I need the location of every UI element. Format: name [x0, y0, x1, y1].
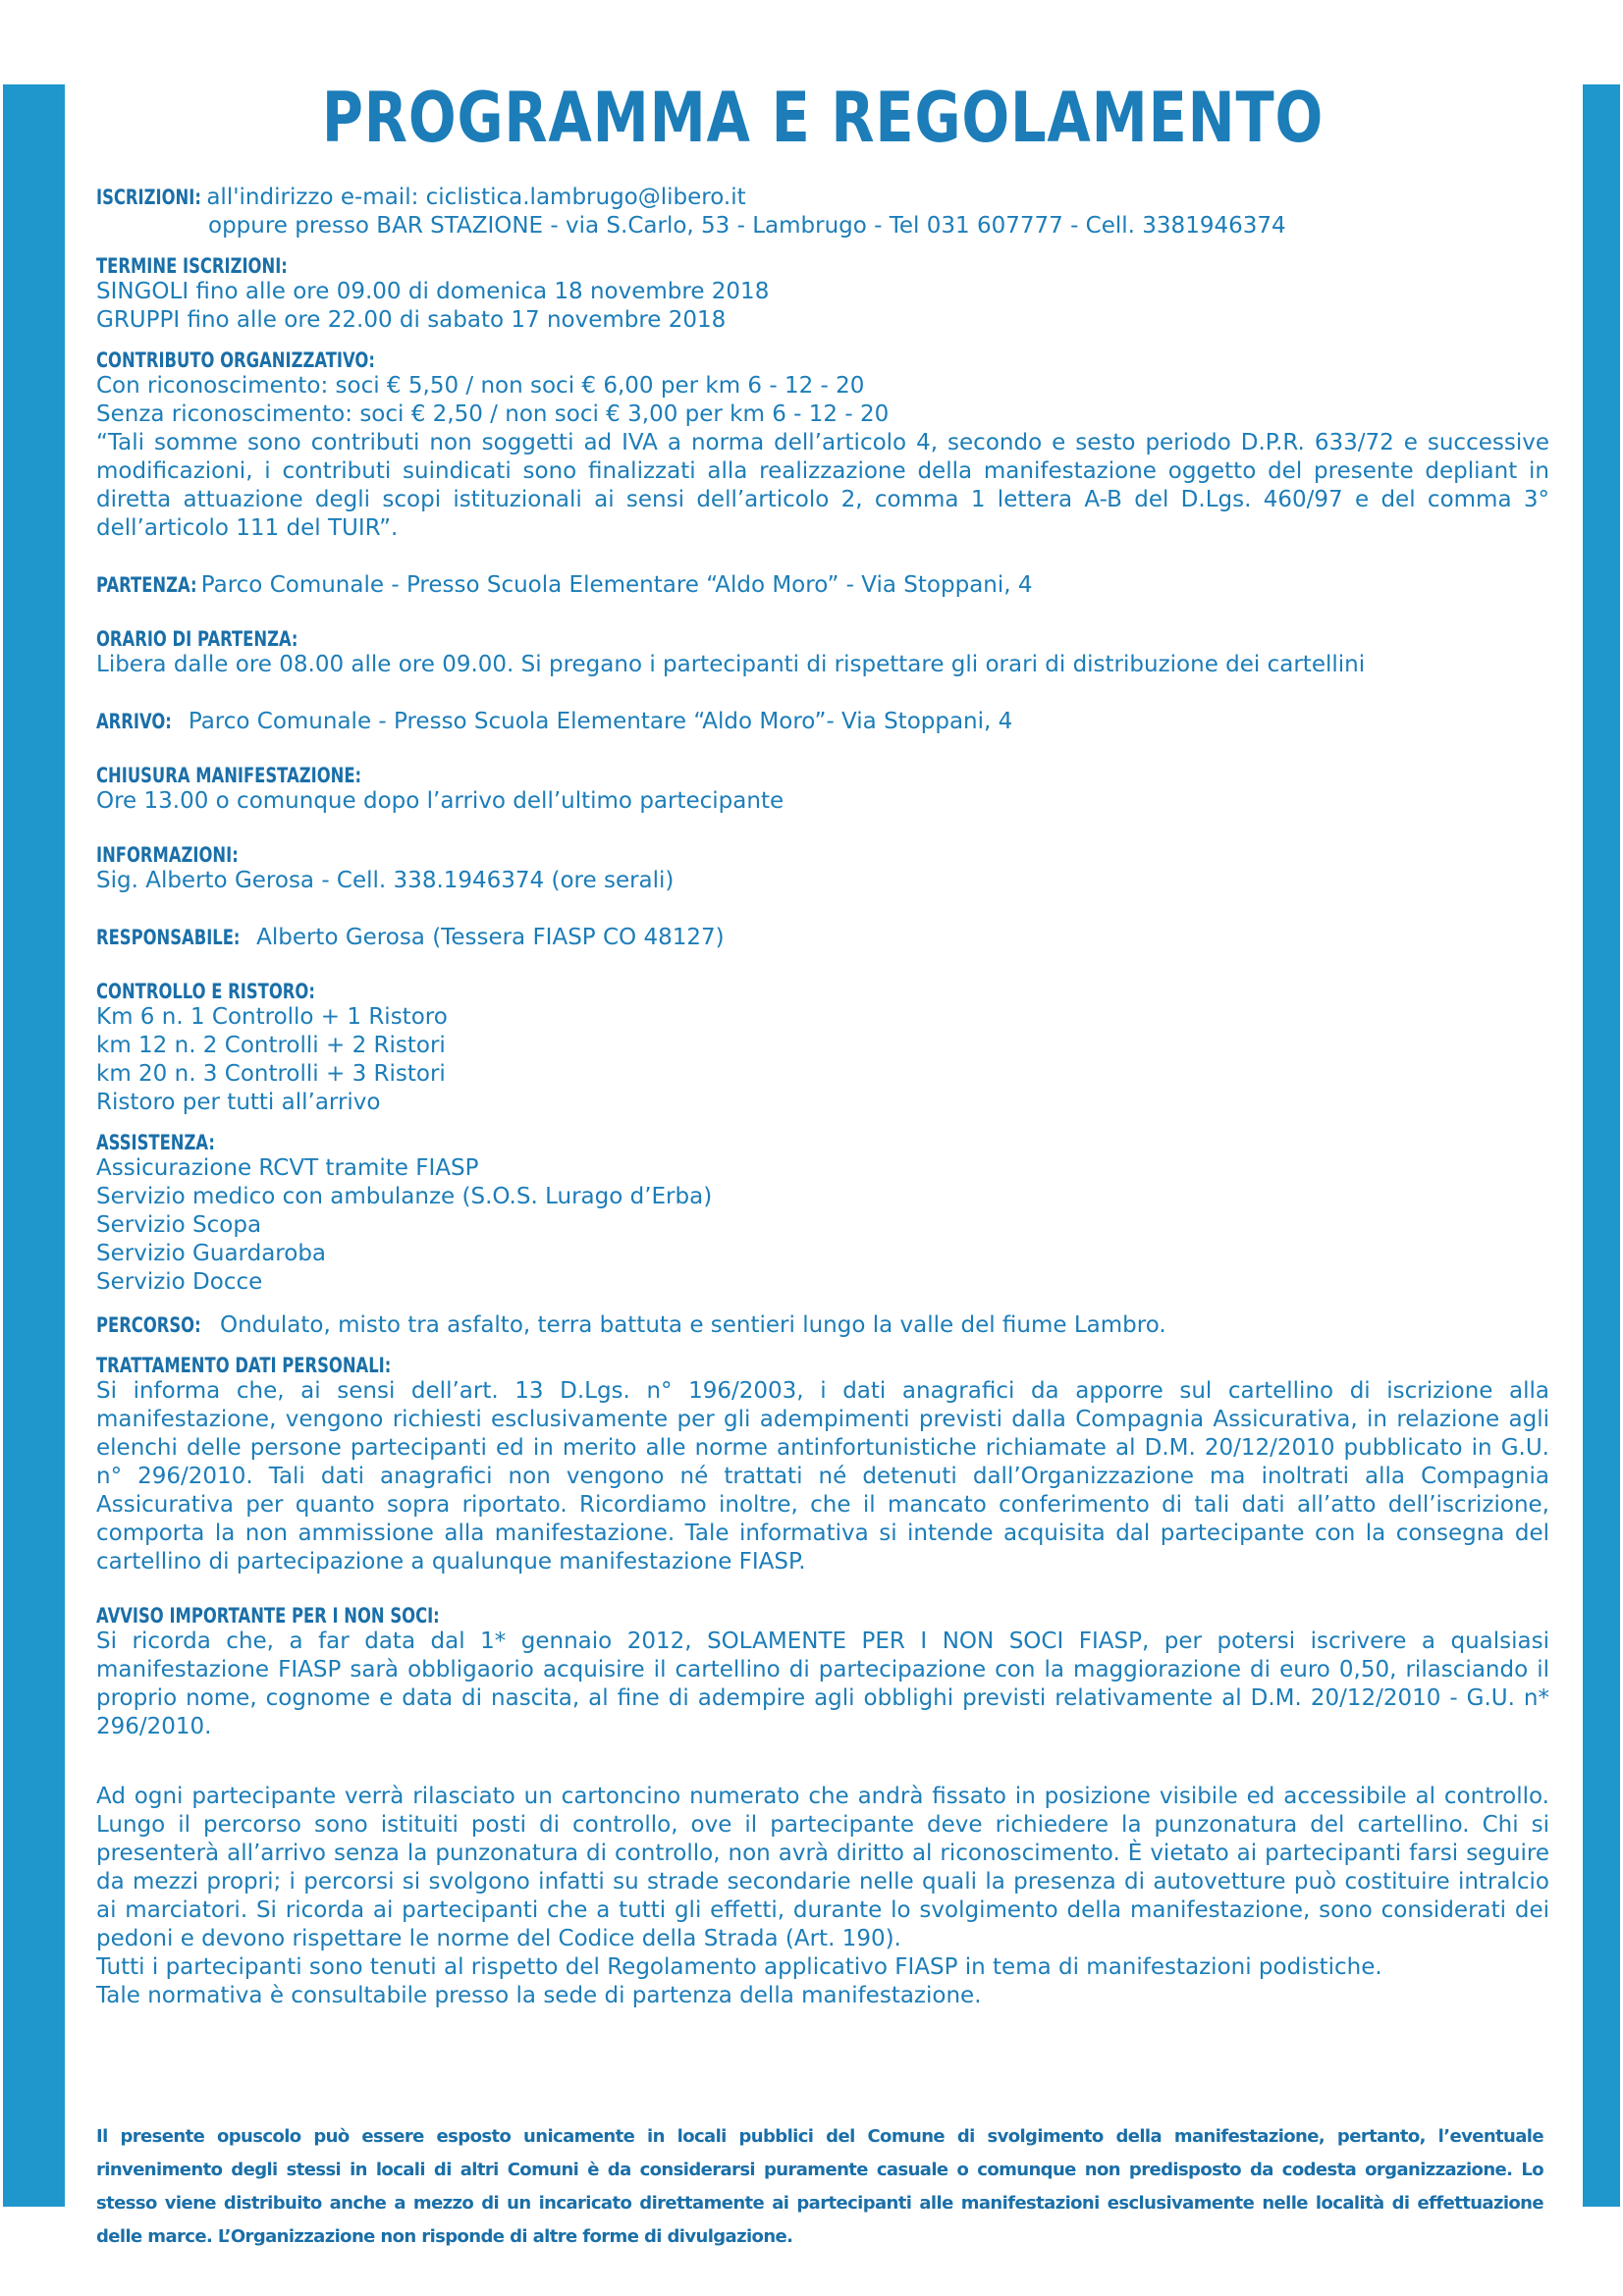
contributo-note: “Tali somme sono contributi non soggetti ad IVA a norma dell’articolo 4, secondo e sesto periodo D.P.R. 633/72 e successive modificazioni, i contributi suindicati sono finalizzati alla realizzazione della manifestazione oggetto del presente depliant in diretta attuazione degli scopi istituzionali ai sensi dell’articolo 2, comma 1 lettera A-B del D.Lgs. 460/97 e del comma 3° dell’articolo 111 del TUIR”.	[96, 430, 1549, 541]
partenza-text: Parco Comunale - Presso Scuola Elementare “Aldo Moro” - Via Stoppani, 4	[200, 572, 1033, 598]
document-body	[96, 79, 1549, 2024]
responsabile-label: RESPONSABILE:	[96, 926, 241, 949]
arrivo-label: ARRIVO:	[96, 710, 172, 733]
section-regolamento	[96, 1783, 1549, 2010]
percorso-text: Ondulato, misto tra asfalto, terra battuta e sentieri lungo la valle del fiume Lambro.	[220, 1312, 1166, 1338]
section-trattamento	[96, 1354, 1549, 1576]
orario-text: Libera dalle ore 08.00 alle ore 09.00. Si pregano i partecipanti di rispettare gli orari di distribuzione dei cartellini	[96, 652, 1366, 677]
avviso-text: Si ricorda che, a far data dal 1* gennaio 2012, SOLAMENTE PER I NON SOCI FIASP, per potersi iscrivere a qualsiasi manifestazione FIASP sarà obbligaorio acquisire il cartellino di partecipazione con la maggiorazione di euro 0,50, rilasciando il proprio nome, cognome e data di nascita, al fine di adempire agli obblighi previsti relativamente al D.M. 20/12/2010 - G.U. n* 296/2010.	[96, 1629, 1549, 1739]
contributo-line: Con riconoscimento: soci € 5,50 / non soci € 6,00 per km 6 - 12 - 20	[96, 373, 865, 399]
informazioni-label: INFORMAZIONI:	[96, 843, 239, 867]
orario-label: ORARIO DI PARTENZA:	[96, 627, 298, 651]
trattamento-label: TRATTAMENTO DATI PERSONALI:	[96, 1354, 392, 1377]
assistenza-line: Servizio medico con ambulanze (S.O.S. Lurago d’Erba)	[96, 1184, 713, 1209]
section-orario	[96, 627, 1549, 679]
section-chiusura	[96, 764, 1549, 816]
section-avviso	[96, 1604, 1549, 1741]
iscrizioni-bar-line: oppure presso BAR STAZIONE - via S.Carlo, 53 - Lambrugo - Tel 031 607777 - Cell. 3381946374	[208, 213, 1286, 239]
termine-label: TERMINE ISCRIZIONI:	[96, 254, 288, 278]
controllo-label: CONTROLLO E RISTORO:	[96, 980, 315, 1003]
iscrizioni-email-line: all'indirizzo e-mail: ciclistica.lambrugo@libero.it	[206, 185, 746, 210]
assistenza-label: ASSISTENZA:	[96, 1131, 215, 1154]
trattamento-text: Si informa che, ai sensi dell’art. 13 D.Lgs. n° 196/2003, i dati anagrafici da apporre sul cartellino di iscrizione alla manifestazione, vengono richiesti esclusivamente per gli adempimenti previsti dalla Compagnia Assicurativa, in relazione agli elenchi delle persone partecipanti ed in merito alle norme antinfortunistiche richiamate al D.M. 20/12/2010 pubblicato in G.U. n° 296/2010. Tali dati anagrafici non vengono né trattati né detenuti dall’Organizzazione ma inoltrati alla Compagnia Assicurativa per quanto sopra riportato. Ricordiamo inoltre, che il mancato conferimento di tali dati all’atto dell’iscrizione, comporta la non ammissione alla manifestazione. Tale informativa si intende acquisita dal partecipante con la consegna del cartellino di partecipazione a qualunque manifestazione FIASP.	[96, 1378, 1549, 1575]
responsabile-text: Alberto Gerosa (Tessera FIASP CO 48127)	[256, 925, 725, 950]
contributo-label: CONTRIBUTO ORGANIZZATIVO:	[96, 348, 375, 372]
informazioni-text: Sig. Alberto Gerosa - Cell. 338.1946374 (ore serali)	[96, 868, 675, 893]
regolamento-line: Tutti i partecipanti sono tenuti al rispetto del Regolamento applicativo FIASP in tema di manifestazioni podistiche.	[96, 1954, 1382, 1980]
section-contributo	[96, 348, 1549, 543]
section-responsabile	[96, 923, 1549, 952]
assistenza-line: Assicurazione RCVT tramite FIASP	[96, 1155, 479, 1181]
iscrizioni-label: ISCRIZIONI:	[96, 186, 201, 209]
page-title: PROGRAMMA E REGOLAMENTO	[321, 78, 1325, 158]
avviso-label: AVVISO IMPORTANTE PER I NON SOCI:	[96, 1604, 440, 1628]
section-arrivo	[96, 707, 1549, 736]
arrivo-text: Parco Comunale - Presso Scuola Elementare “Aldo Moro”- Via Stoppani, 4	[188, 709, 1013, 734]
controllo-line: km 20 n. 3 Controlli + 3 Ristori	[96, 1061, 446, 1087]
left-blue-bar	[3, 84, 65, 2207]
assistenza-line: Servizio Guardaroba	[96, 1241, 327, 1266]
regolamento-paragraph: Ad ogni partecipante verrà rilasciato un cartoncino numerato che andrà fissato in posizione visibile ed accessibile al controllo. Lungo il percorso sono istituiti posti di controllo, ove il partecipante deve richiedere la punzonatura del cartellino. Chi si presenterà all’arrivo senza la punzonatura di controllo, non avrà diritto al riconoscimento. È vietato ai partecipanti farsi seguire da mezzi propri; i percorsi si svolgono infatti su strade secondarie nelle quali la presenza di autovetture può costituire intralcio ai marciatori. Si ricorda ai partecipanti che a tutti gli effetti, durante lo svolgimento della manifestazione, sono considerati dei pedoni e devono rispettare le norme del Codice della Strada (Art. 190).	[96, 1784, 1549, 1951]
assistenza-line: Servizio Docce	[96, 1269, 263, 1295]
section-iscrizioni	[96, 183, 1549, 240]
contributo-line: Senza riconoscimento: soci € 2,50 / non soci € 3,00 per km 6 - 12 - 20	[96, 401, 890, 427]
section-controllo	[96, 980, 1549, 1117]
assistenza-line: Servizio Scopa	[96, 1212, 262, 1238]
section-percorso	[96, 1310, 1549, 1340]
section-termine	[96, 254, 1549, 335]
chiusura-text: Ore 13.00 o comunque dopo l’arrivo dell’ultimo partecipante	[96, 788, 784, 814]
regolamento-line: Tale normativa è consultabile presso la sede di partenza della manifestazione.	[96, 1983, 982, 2008]
footer-disclaimer: Il presente opuscolo può essere esposto unicamente in locali pubblici del Comune di svolgimento della manifestazione, pertanto, l’eventuale rinvenimento degli stessi in locali di altri Comuni è da considerarsi puramente casuale o comunque non predisposto da codesta organizzazione. Lo stesso viene distribuito anche a mezzo di un incaricato direttamente ai partecipanti alle manifestazioni esclusivamente nelle località di effettuazione delle marce. L’Organizzazione non risponde di altre forme di divulgazione.	[96, 2126, 1543, 2247]
percorso-label: PERCORSO:	[96, 1313, 201, 1337]
section-assistenza	[96, 1131, 1549, 1297]
controllo-line: Ristoro per tutti all’arrivo	[96, 1090, 381, 1115]
termine-line: SINGOLI fino alle ore 09.00 di domenica 18 novembre 2018	[96, 279, 770, 304]
chiusura-label: CHIUSURA MANIFESTAZIONE:	[96, 764, 362, 787]
controllo-line: km 12 n. 2 Controlli + 2 Ristori	[96, 1033, 446, 1058]
controllo-line: Km 6 n. 1 Controllo + 1 Ristoro	[96, 1004, 448, 1030]
section-informazioni	[96, 843, 1549, 895]
right-blue-bar	[1583, 84, 1620, 2207]
section-partenza	[96, 570, 1549, 600]
partenza-label: PARTENZA:	[96, 573, 197, 597]
termine-line: GRUPPI fino alle ore 22.00 di sabato 17 novembre 2018	[96, 307, 727, 333]
